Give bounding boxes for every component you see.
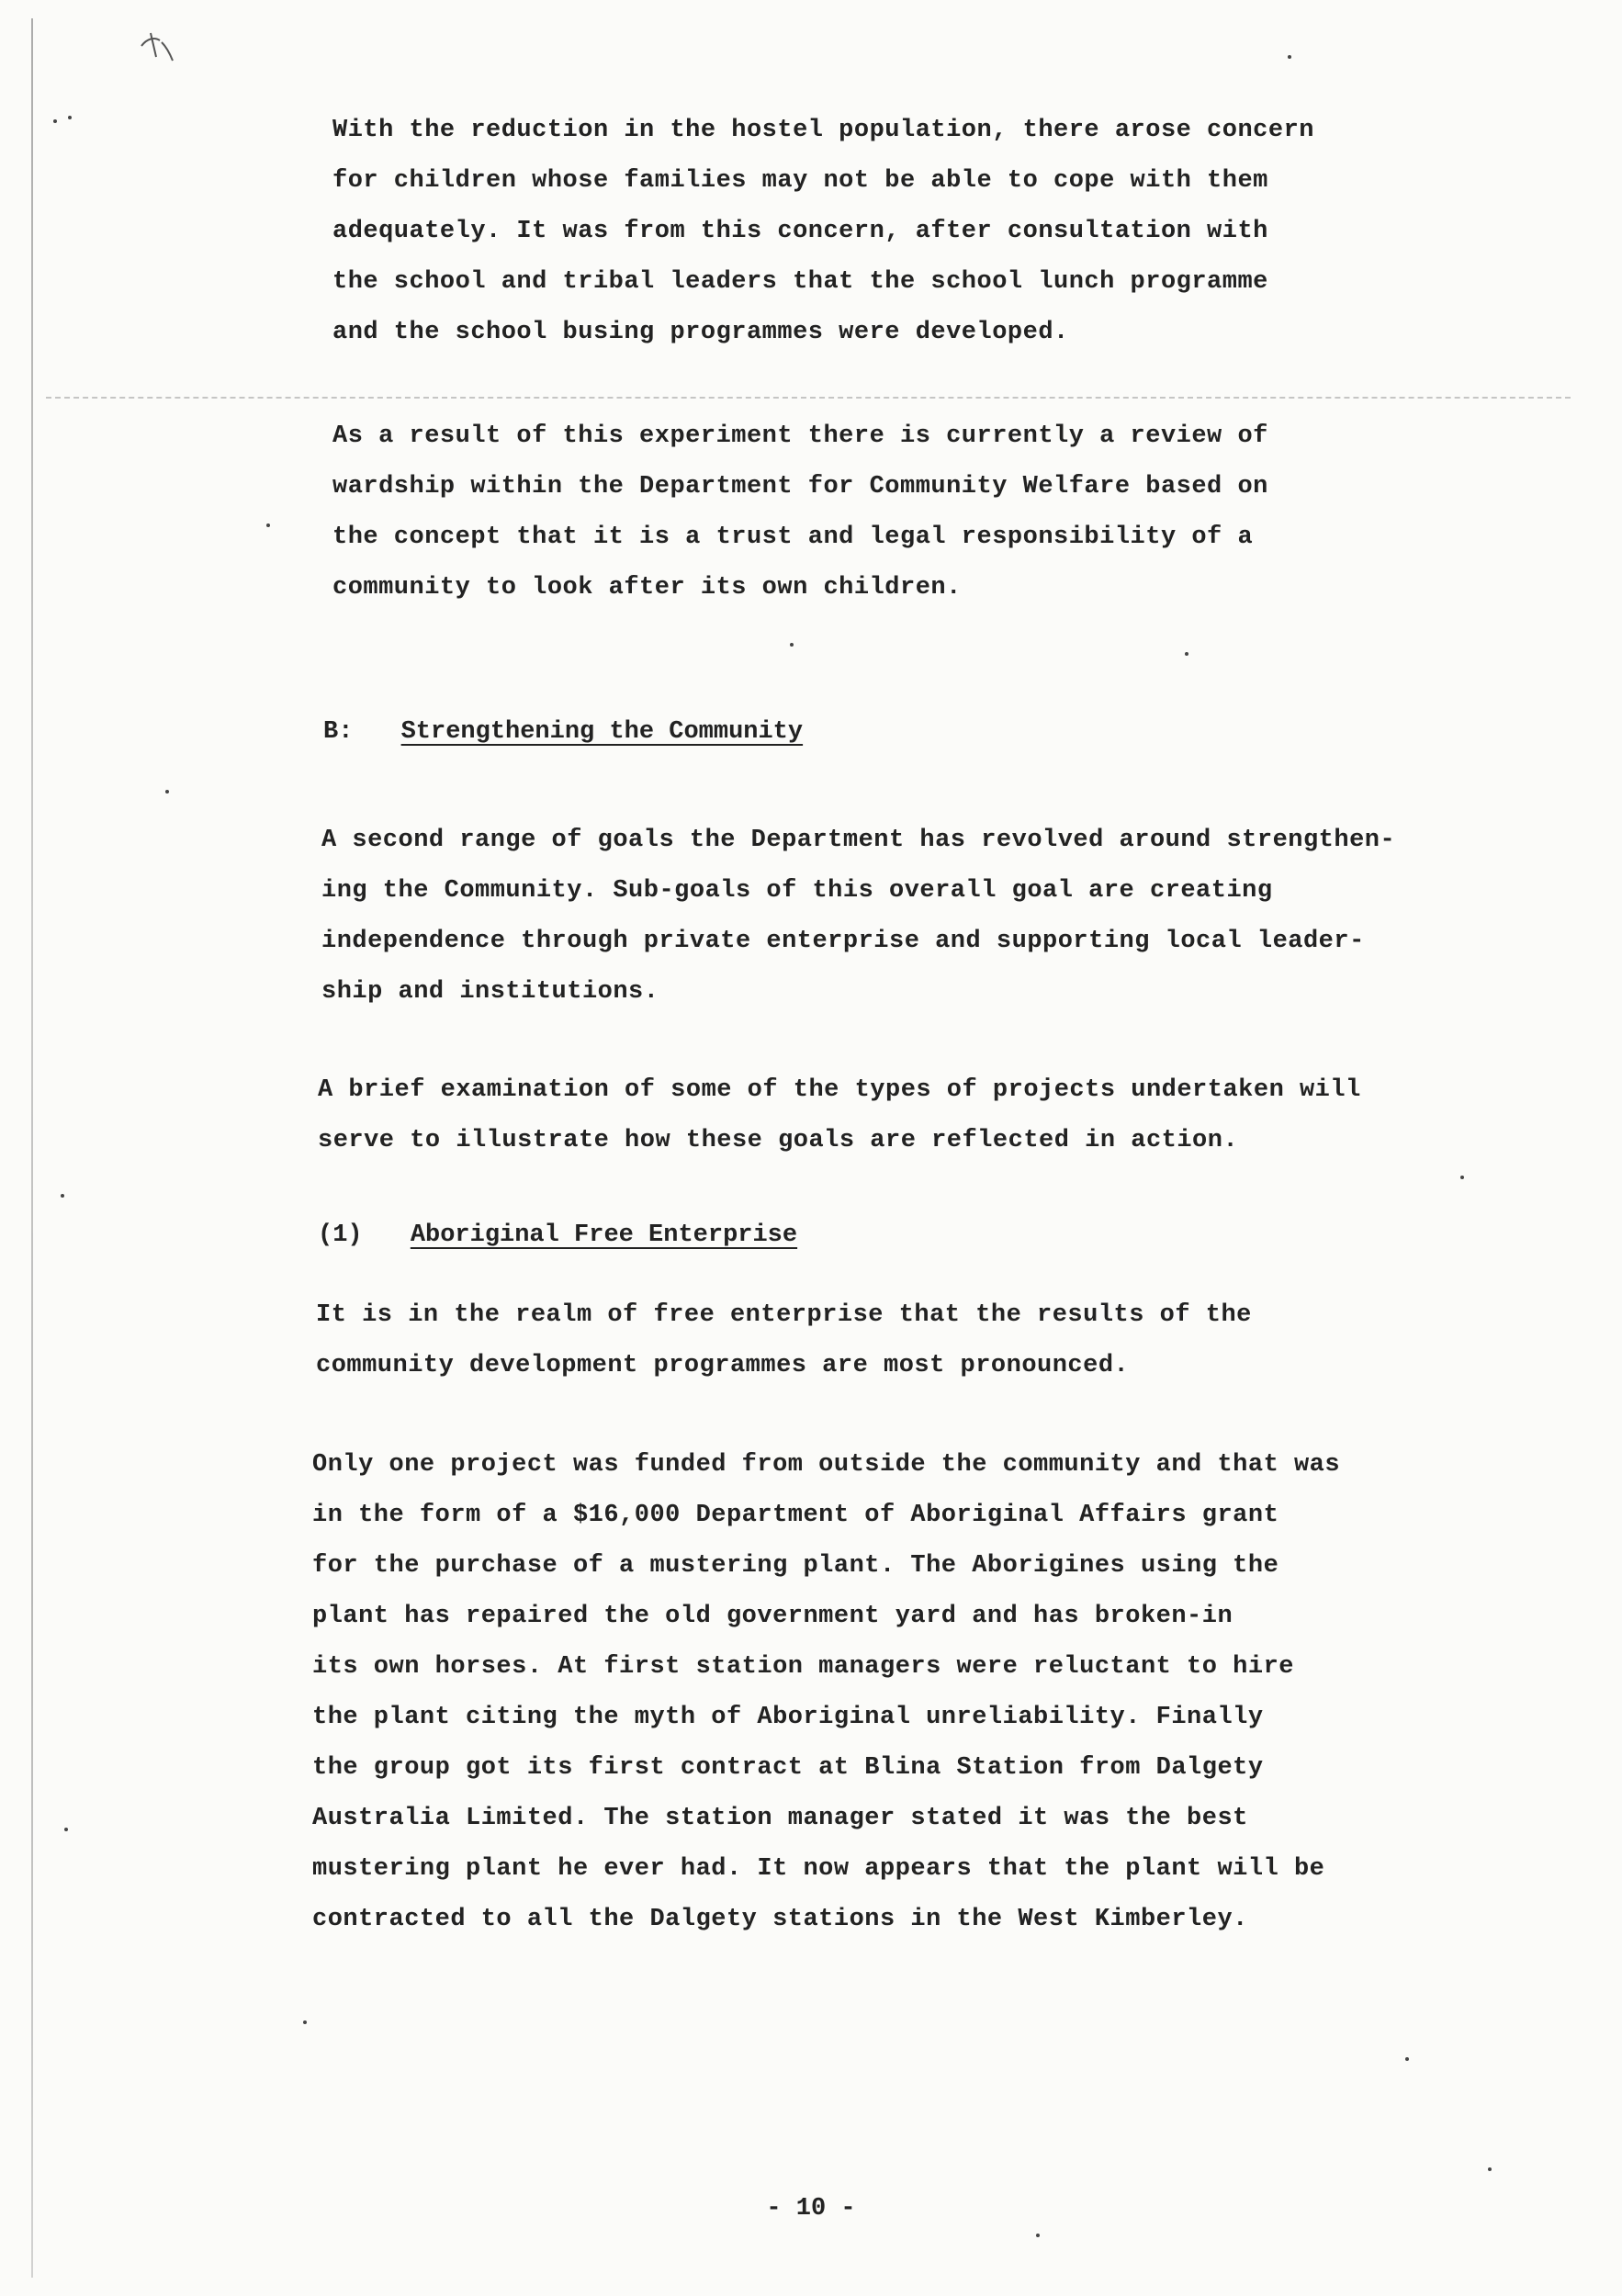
scan-speck (790, 643, 794, 647)
text-line: community development programmes are most pronounced. (316, 1352, 1130, 1379)
text-line: the plant citing the myth of Aboriginal unreliability. Finally (312, 1704, 1264, 1731)
scan-speck (1288, 55, 1291, 59)
text-line: wardship within the Department for Community Welfare based on (332, 473, 1268, 501)
section-label: B: (323, 718, 354, 746)
scan-speck (266, 523, 270, 527)
text-line: serve to illustrate how these goals are reflected in action. (318, 1127, 1239, 1154)
text-line: contracted to all the Dalgety stations in the West Kimberley. (312, 1906, 1248, 1933)
scan-speck (68, 116, 72, 119)
scan-speck (303, 2020, 307, 2024)
scan-speck (1460, 1176, 1464, 1179)
text-line: A second range of goals the Department has revolved around strengthen- (321, 827, 1396, 854)
text-line: the concept that it is a trust and legal responsibility of a (332, 523, 1254, 551)
binding-edge (31, 18, 33, 2278)
paragraph-free-enterprise-intro (316, 1290, 1252, 1391)
text-line: Only one project was funded from outside the community and that was (312, 1451, 1341, 1479)
text-line: adequately. It was from this concern, after consultation with (332, 218, 1268, 245)
section-title: Strengthening the Community (400, 718, 804, 746)
text-line: for the purchase of a mustering plant. The Aborigines using the (312, 1552, 1279, 1580)
scan-speck (1405, 2057, 1409, 2061)
text-line: in the form of a $16,000 Department of Aboriginal Affairs grant (312, 1502, 1279, 1529)
scan-speck (64, 1828, 68, 1831)
text-line: independence through private enterprise and supporting local leader- (321, 928, 1365, 955)
paragraph-brief-examination (318, 1065, 1361, 1166)
scan-speck (165, 790, 169, 793)
paragraph-second-range (321, 816, 1395, 1018)
subsection-title: Aboriginal Free Enterprise (410, 1221, 798, 1249)
text-line: its own horses. At first station managers were reluctant to hire (312, 1653, 1294, 1681)
text-line: mustering plant he ever had. It now appears that the plant will be (312, 1855, 1325, 1883)
scan-dash-artifact (46, 397, 1571, 399)
text-line: and the school busing programmes were developed. (332, 319, 1069, 346)
section-heading-b (323, 718, 803, 746)
paragraph-wardship (332, 411, 1268, 613)
text-line: for children whose families may not be able to cope with them (332, 167, 1268, 195)
text-line: the school and tribal leaders that the school lunch programme (332, 268, 1268, 296)
scan-speck (1036, 2234, 1040, 2237)
text-line: With the reduction in the hostel population, there arose concern (332, 117, 1314, 144)
text-line: the group got its first contract at Blina Station from Dalgety (312, 1754, 1264, 1782)
text-line: ship and institutions. (321, 978, 659, 1006)
pen-mark-icon (138, 29, 178, 66)
scan-speck (53, 119, 57, 123)
text-line: ing the Community. Sub-goals of this overall goal are creating (321, 877, 1273, 905)
text-line: community to look after its own children. (332, 574, 962, 602)
subsection-heading-1 (318, 1221, 797, 1249)
subsection-label: (1) (318, 1221, 363, 1249)
scan-speck (1185, 652, 1188, 656)
text-line: Australia Limited. The station manager stated it was the best (312, 1805, 1248, 1832)
scan-speck (1488, 2167, 1492, 2171)
text-line: A brief examination of some of the types of projects undertaken will (318, 1076, 1361, 1104)
text-line: plant has repaired the old government yard and has broken-in (312, 1603, 1233, 1630)
page-number: - 10 - (766, 2195, 856, 2223)
scan-speck (61, 1194, 64, 1198)
paragraph-mustering-plant (312, 1440, 1340, 1945)
paragraph-hostel (332, 106, 1314, 358)
text-line: As a result of this experiment there is currently a review of (332, 422, 1268, 450)
text-line: It is in the realm of free enterprise that the results of the (316, 1301, 1252, 1329)
